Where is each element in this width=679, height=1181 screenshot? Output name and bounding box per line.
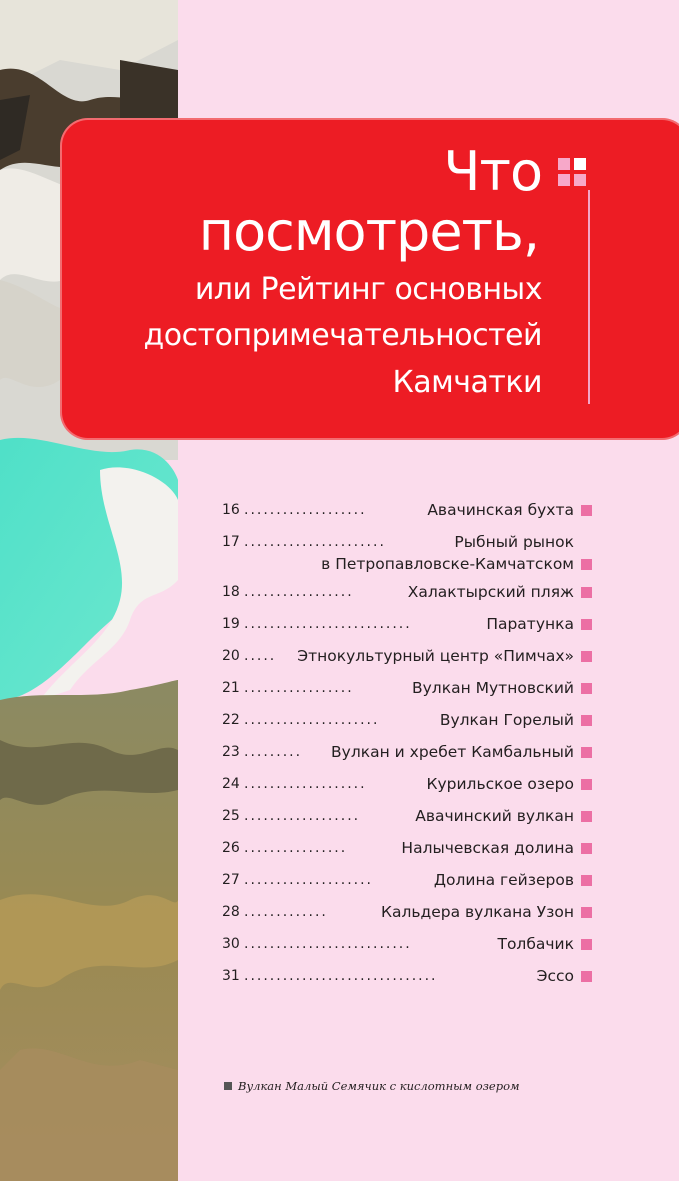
toc-page-number: 31 xyxy=(222,968,240,984)
toc-label: Кальдера вулкана Узон xyxy=(377,903,574,921)
bullet-square-icon xyxy=(581,875,592,886)
decorative-vertical-line xyxy=(588,190,590,404)
toc-label: Толбачик xyxy=(493,935,574,953)
toc-row[interactable] xyxy=(222,676,594,708)
bullet-square-icon xyxy=(581,747,592,758)
toc-row[interactable] xyxy=(222,498,594,530)
toc-page-number: 19 xyxy=(222,616,240,632)
toc-page-number: 18 xyxy=(222,584,240,600)
toc-label: Вулкан Мутновский xyxy=(408,679,574,697)
bullet-square-icon xyxy=(581,971,592,982)
toc-leader-dots: ................... xyxy=(244,776,367,792)
bullet-square-icon xyxy=(581,619,592,630)
toc-leader-dots: .......................... xyxy=(244,936,412,952)
toc-row[interactable] xyxy=(222,900,594,932)
toc-leader-dots: ................. xyxy=(244,680,354,696)
toc-row[interactable] xyxy=(222,530,594,580)
toc-row[interactable] xyxy=(222,964,594,996)
table-of-contents xyxy=(222,498,594,996)
toc-leader-dots: ......... xyxy=(244,744,303,760)
toc-page-number: 17 xyxy=(222,534,240,550)
bullet-square-icon xyxy=(581,587,592,598)
toc-row[interactable] xyxy=(222,644,594,676)
toc-leader-dots: ................... xyxy=(244,502,367,518)
bullet-square-icon xyxy=(581,651,592,662)
caption-square-icon xyxy=(224,1082,232,1090)
toc-leader-dots: .................. xyxy=(244,808,361,824)
subtitle-line-2: достопримечательностей xyxy=(143,318,542,353)
toc-page-number: 21 xyxy=(222,680,240,696)
bullet-square-icon xyxy=(581,811,592,822)
toc-row[interactable] xyxy=(222,804,594,836)
title-line-2: посмотреть, xyxy=(198,200,539,263)
toc-row[interactable] xyxy=(222,612,594,644)
toc-label: Этнокультурный центр «Пимчах» xyxy=(293,647,574,665)
toc-label: Налычевская долина xyxy=(397,839,574,857)
bullet-square-icon xyxy=(581,683,592,694)
toc-page-number: 25 xyxy=(222,808,240,824)
toc-label: Вулкан и хребет Камбальный xyxy=(327,743,574,761)
toc-row[interactable] xyxy=(222,868,594,900)
toc-label: Долина гейзеров xyxy=(430,871,574,889)
caption-text: Вулкан Малый Семячик с кислотным озером xyxy=(238,1079,520,1093)
toc-page-number: 16 xyxy=(222,502,240,518)
toc-label: Вулкан Горелый xyxy=(436,711,574,729)
toc-page-number: 20 xyxy=(222,648,240,664)
toc-leader-dots: ................. xyxy=(244,584,354,600)
toc-label: Рыбный рынок xyxy=(450,533,574,551)
toc-row[interactable] xyxy=(222,772,594,804)
bullet-square-icon xyxy=(581,779,592,790)
toc-page-number: 24 xyxy=(222,776,240,792)
toc-label: Авачинская бухта xyxy=(423,501,574,519)
toc-label-line-2: в Петропавловске-Камчатском xyxy=(321,555,574,573)
toc-label: Халактырский пляж xyxy=(404,583,574,601)
toc-leader-dots: ..... xyxy=(244,648,277,664)
bullet-square-icon xyxy=(581,843,592,854)
bullet-square-icon xyxy=(581,907,592,918)
toc-label: Паратунка xyxy=(482,615,574,633)
toc-leader-dots: ...................... xyxy=(244,534,386,550)
toc-row[interactable] xyxy=(222,836,594,868)
toc-leader-dots: .............................. xyxy=(244,968,438,984)
toc-row[interactable] xyxy=(222,740,594,772)
toc-leader-dots: .......................... xyxy=(244,616,412,632)
bullet-square-icon xyxy=(581,939,592,950)
toc-page-number: 27 xyxy=(222,872,240,888)
toc-row[interactable] xyxy=(222,932,594,964)
toc-label: Авачинский вулкан xyxy=(411,807,574,825)
title-line-1: Что xyxy=(443,140,542,203)
toc-page-number: 26 xyxy=(222,840,240,856)
toc-label: Курильское озеро xyxy=(422,775,574,793)
toc-page-number: 22 xyxy=(222,712,240,728)
toc-leader-dots: ............. xyxy=(244,904,328,920)
toc-page-number: 30 xyxy=(222,936,240,952)
toc-page-number: 28 xyxy=(222,904,240,920)
toc-leader-dots: ................ xyxy=(244,840,348,856)
toc-leader-dots: ..................... xyxy=(244,712,380,728)
photo-caption xyxy=(224,1079,520,1093)
toc-row[interactable] xyxy=(222,580,594,612)
toc-row[interactable] xyxy=(222,708,594,740)
subtitle-line-3: Камчатки xyxy=(392,365,542,400)
toc-page-number: 23 xyxy=(222,744,240,760)
bullet-square-icon xyxy=(581,715,592,726)
toc-leader-dots: .................... xyxy=(244,872,374,888)
squares-logo-icon xyxy=(558,158,592,192)
bullet-square-icon xyxy=(581,559,592,570)
toc-label: Эссо xyxy=(533,967,574,985)
subtitle-line-1: или Рейтинг основных xyxy=(194,272,542,307)
bullet-square-icon xyxy=(581,505,592,516)
